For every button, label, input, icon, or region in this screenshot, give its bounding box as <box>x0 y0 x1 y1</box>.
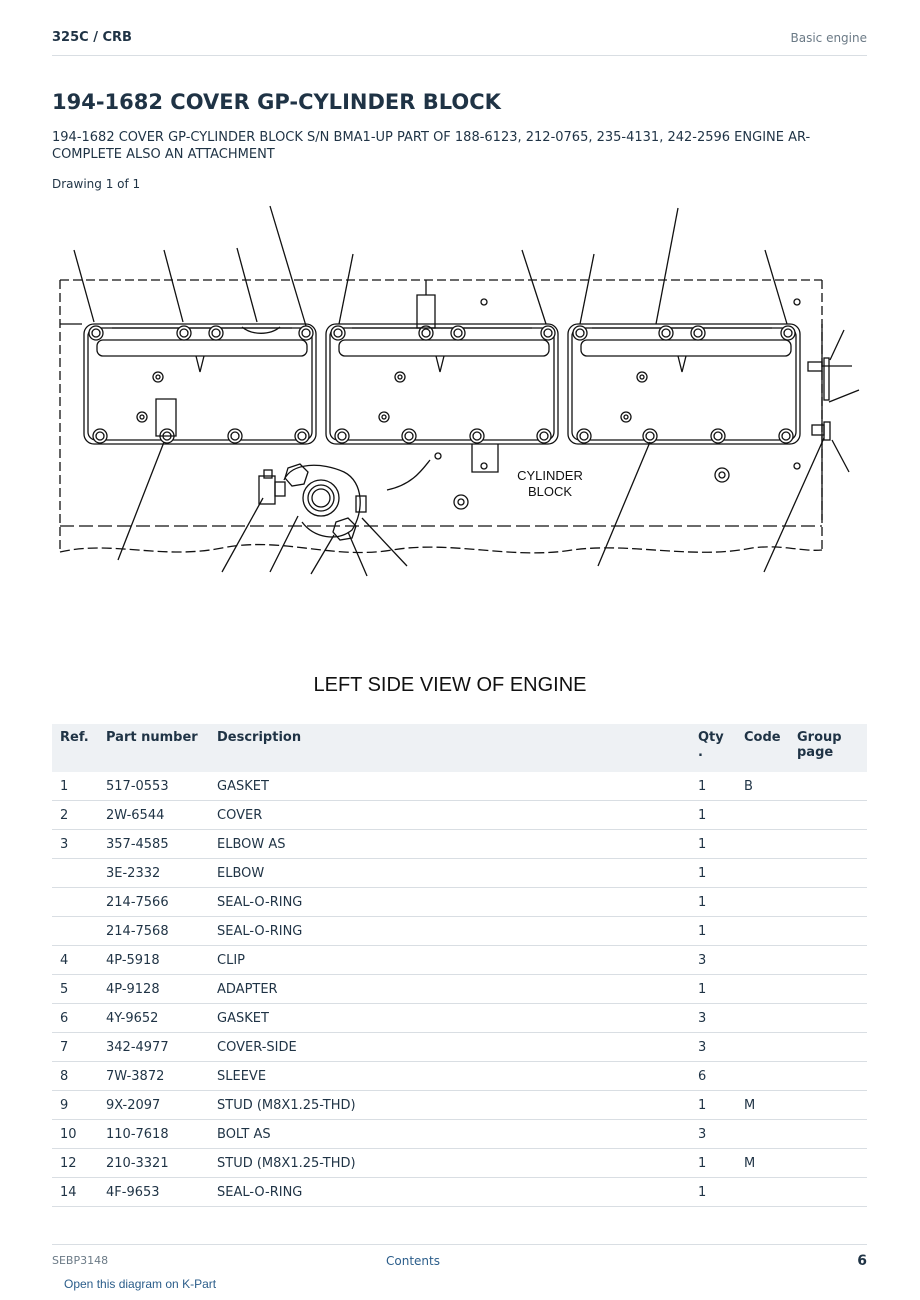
cell-qty: 1 <box>690 830 736 859</box>
parts-diagram <box>52 200 867 600</box>
table-row <box>52 859 867 888</box>
cell-ref: 2 <box>52 801 98 830</box>
cell-group-page <box>789 830 867 859</box>
cell-ref: 3 <box>52 830 98 859</box>
cell-code <box>736 946 789 975</box>
cell-code: M <box>736 1149 789 1178</box>
cell-code: M <box>736 1091 789 1120</box>
table-row <box>52 1033 867 1062</box>
cell-part-number: 214-7568 <box>98 917 209 946</box>
cell-description: CLIP <box>209 946 690 975</box>
side-cover-3 <box>568 299 800 444</box>
side-cover-1 <box>84 324 316 444</box>
cell-code <box>736 975 789 1004</box>
cell-ref <box>52 917 98 946</box>
cell-part-number: 4Y-9652 <box>98 1004 209 1033</box>
cell-code <box>736 830 789 859</box>
cell-part-number: 4P-5918 <box>98 946 209 975</box>
cell-qty: 1 <box>690 975 736 1004</box>
cell-part-number: 9X-2097 <box>98 1091 209 1120</box>
cell-code <box>736 888 789 917</box>
cell-group-page <box>789 772 867 801</box>
cell-group-page <box>789 801 867 830</box>
table-row <box>52 1178 867 1207</box>
cell-ref: 8 <box>52 1062 98 1091</box>
cell-qty: 1 <box>690 859 736 888</box>
parts-table <box>52 724 867 1207</box>
cell-part-number: 110-7618 <box>98 1120 209 1149</box>
table-row <box>52 888 867 917</box>
table-row <box>52 1149 867 1178</box>
cell-code <box>736 859 789 888</box>
table-row <box>52 801 867 830</box>
cell-part-number: 2W-6544 <box>98 801 209 830</box>
table-row <box>52 830 867 859</box>
cell-qty: 6 <box>690 1062 736 1091</box>
cell-ref: 6 <box>52 1004 98 1033</box>
cell-qty: 1 <box>690 1149 736 1178</box>
cell-part-number: 517-0553 <box>98 772 209 801</box>
page-number: 6 <box>857 1253 867 1269</box>
col-qty: Qty . <box>690 724 736 772</box>
cell-code <box>736 1120 789 1149</box>
cell-part-number: 4F-9653 <box>98 1178 209 1207</box>
col-ref: Ref. <box>52 724 98 772</box>
col-code: Code <box>736 724 789 772</box>
callout-leaders <box>74 206 859 576</box>
cell-description: SLEEVE <box>209 1062 690 1091</box>
table-header-row <box>52 724 867 772</box>
cell-part-number: 357-4585 <box>98 830 209 859</box>
table-row <box>52 1120 867 1149</box>
cell-part-number: 214-7566 <box>98 888 209 917</box>
table-row <box>52 946 867 975</box>
cell-group-page <box>789 1004 867 1033</box>
cell-description: SEAL-O-RING <box>209 1178 690 1207</box>
table-row <box>52 1091 867 1120</box>
cell-description: GASKET <box>209 772 690 801</box>
cell-description: COVER-SIDE <box>209 1033 690 1062</box>
cell-qty: 1 <box>690 772 736 801</box>
cell-qty: 3 <box>690 946 736 975</box>
drawing-label: Drawing 1 of 1 <box>52 177 141 191</box>
cell-part-number: 342-4977 <box>98 1033 209 1062</box>
cell-description: ELBOW AS <box>209 830 690 859</box>
cell-ref: 5 <box>52 975 98 1004</box>
cell-code <box>736 1178 789 1207</box>
stud-assembly <box>808 358 852 440</box>
contents-link[interactable]: Contents <box>386 1254 440 1268</box>
cell-qty: 3 <box>690 1120 736 1149</box>
cell-group-page <box>789 1033 867 1062</box>
cell-group-page <box>789 975 867 1004</box>
cell-description: BOLT AS <box>209 1120 690 1149</box>
table-row <box>52 1004 867 1033</box>
cell-description: ELBOW <box>209 859 690 888</box>
cell-description: COVER <box>209 801 690 830</box>
table-row <box>52 1062 867 1091</box>
cell-qty: 3 <box>690 1033 736 1062</box>
cell-description: GASKET <box>209 1004 690 1033</box>
cell-group-page <box>789 917 867 946</box>
cell-ref <box>52 888 98 917</box>
cell-qty: 1 <box>690 801 736 830</box>
elbow-assembly <box>259 464 366 540</box>
cell-code <box>736 1062 789 1091</box>
page-header <box>52 28 867 56</box>
cell-ref: 4 <box>52 946 98 975</box>
cell-code: B <box>736 772 789 801</box>
col-description: Description <box>209 724 690 772</box>
cell-group-page <box>789 859 867 888</box>
cell-ref <box>52 859 98 888</box>
cell-ref: 10 <box>52 1120 98 1149</box>
cell-ref: 7 <box>52 1033 98 1062</box>
page-footer <box>52 1244 867 1275</box>
cell-qty: 1 <box>690 917 736 946</box>
block-label-line1: CYLINDER <box>517 468 583 483</box>
model-label: 325C / CRB <box>52 30 132 45</box>
cell-description: SEAL-O-RING <box>209 888 690 917</box>
cell-group-page <box>789 1149 867 1178</box>
cell-group-page <box>789 946 867 975</box>
cell-code <box>736 1033 789 1062</box>
page-title: 194-1682 COVER GP-CYLINDER BLOCK <box>52 90 501 114</box>
part-description: 194-1682 COVER GP-CYLINDER BLOCK S/N BMA1-UP PART OF 188-6123, 212-0765, 235-4131, 242-2596 ENGINE AR-COMPLETE ALSO AN ATTACHMENT <box>52 130 811 162</box>
cell-part-number: 4P-9128 <box>98 975 209 1004</box>
cell-qty: 1 <box>690 888 736 917</box>
cell-part-number: 3E-2332 <box>98 859 209 888</box>
cell-qty: 3 <box>690 1004 736 1033</box>
cell-group-page <box>789 1062 867 1091</box>
cell-description: ADAPTER <box>209 975 690 1004</box>
table-row <box>52 975 867 1004</box>
table-row <box>52 917 867 946</box>
cell-description: STUD (M8X1.25-THD) <box>209 1149 690 1178</box>
cell-code <box>736 917 789 946</box>
table-row <box>52 772 867 801</box>
cell-ref: 1 <box>52 772 98 801</box>
cell-part-number: 210-3321 <box>98 1149 209 1178</box>
section-label: Basic engine <box>790 31 867 45</box>
cell-ref: 14 <box>52 1178 98 1207</box>
diagram-caption: LEFT SIDE VIEW OF ENGINE <box>313 674 587 696</box>
cell-group-page <box>789 888 867 917</box>
side-cover-2 <box>326 280 558 444</box>
cell-group-page <box>789 1120 867 1149</box>
kpart-link[interactable]: Open this diagram on K-Part <box>64 1277 217 1291</box>
col-part-number: Part number <box>98 724 209 772</box>
cell-ref: 9 <box>52 1091 98 1120</box>
block-outline <box>60 280 822 553</box>
doc-id: SEBP3148 <box>52 1254 109 1267</box>
cell-group-page <box>789 1091 867 1120</box>
block-details <box>387 444 800 509</box>
cell-qty: 1 <box>690 1178 736 1207</box>
cell-description: SEAL-O-RING <box>209 917 690 946</box>
block-label-line2: BLOCK <box>527 484 573 499</box>
cell-code <box>736 1004 789 1033</box>
cell-qty: 1 <box>690 1091 736 1120</box>
cell-ref: 12 <box>52 1149 98 1178</box>
cell-part-number: 7W-3872 <box>98 1062 209 1091</box>
cell-code <box>736 801 789 830</box>
cell-group-page <box>789 1178 867 1207</box>
col-group-page: Group page <box>789 724 867 772</box>
cell-description: STUD (M8X1.25-THD) <box>209 1091 690 1120</box>
